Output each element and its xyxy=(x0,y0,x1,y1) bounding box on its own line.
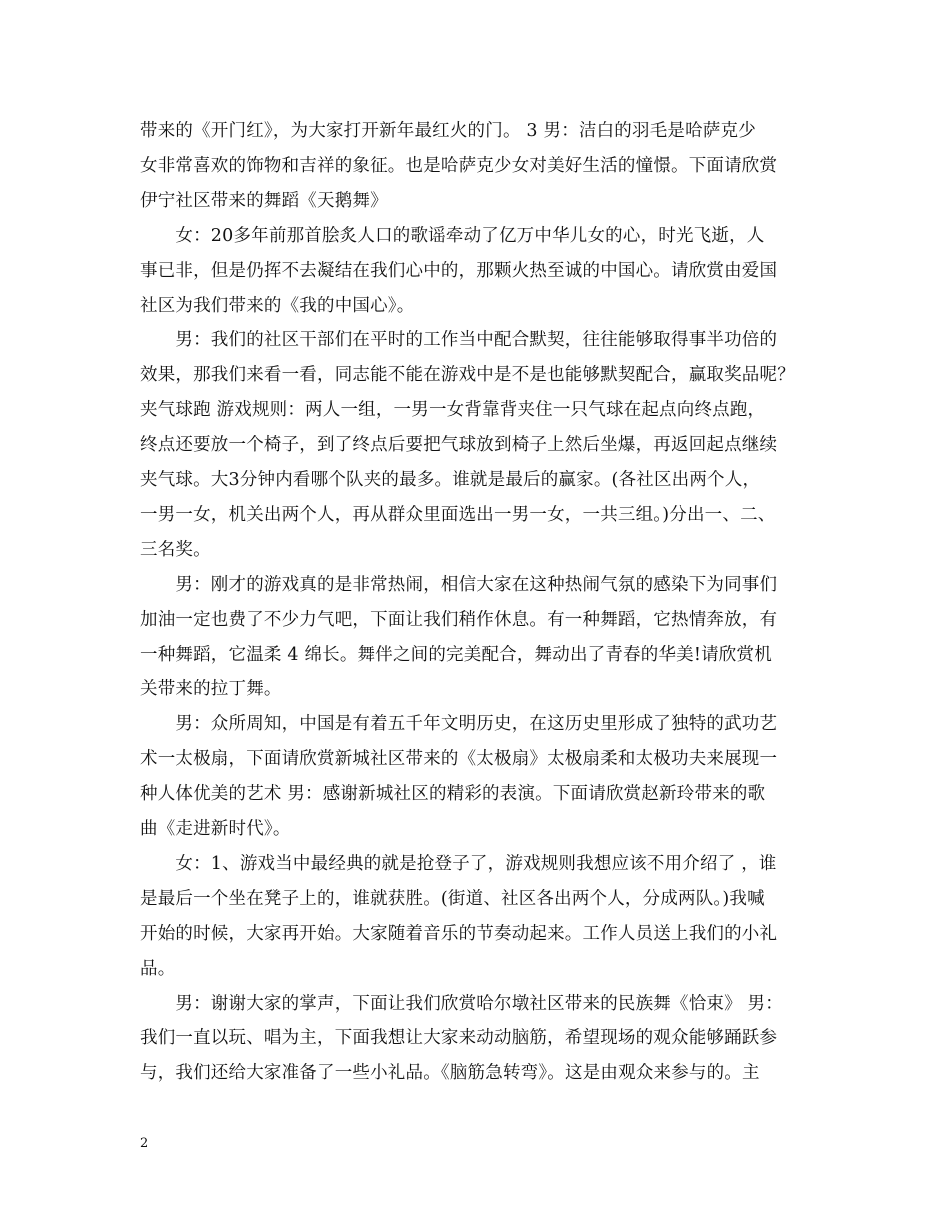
text-line: 事已非，但是仍挥不去凝结在我们心中的，那颗火热至诚的中国心。请欣赏由爱国 xyxy=(140,261,778,281)
text-line: 伊宁社区带来的舞蹈《天鹅舞》 xyxy=(140,191,388,211)
text-line: 加油一定也费了不少力气吧，下面让我们稍作休息。有一种舞蹈，它热情奔放，有 xyxy=(140,610,778,630)
text-line: 女非常喜欢的饰物和吉祥的象征。也是哈萨克少女对美好生活的憧憬。下面请欣赏 xyxy=(140,156,778,176)
text-line: 夹气球。大3分钟内看哪个队夹的最多。谁就是最后的赢家。(各社区出两个人， xyxy=(140,470,761,490)
text-line: 我们一直以玩、唱为主，下面我想让大家来动动脑筋，希望现场的观众能够踊跃参 xyxy=(140,1028,778,1048)
text-line: 男：谢谢大家的掌声，下面让我们欣赏哈尔墩社区带来的民族舞《恰束》 男： xyxy=(140,994,783,1014)
text-line: 关带来的拉丁舞。 xyxy=(140,679,282,699)
page-number: 2 xyxy=(140,1136,149,1151)
text-line: 品。 xyxy=(140,959,176,979)
text-line: 效果，那我们来看一看，同志能不能在游戏中是不是也能够默契配合，赢取奖品呢？ xyxy=(140,365,795,385)
text-line: 三名奖。 xyxy=(140,540,211,560)
text-line: 终点还要放一个椅子，到了终点后要把气球放到椅子上然后坐爆，再返回起点继续 xyxy=(140,435,778,455)
text-line: 与，我们还给大家准备了一些小礼品。《脑筋急转弯》。这是由观众来参与的。主 xyxy=(140,1063,760,1083)
text-line: 术一太极扇，下面请欣赏新城社区带来的《太极扇》太极扇柔和太极功夫来展现一 xyxy=(140,749,778,769)
text-line: 夹气球跑 游戏规则：两人一组，一男一女背靠背夹住一只气球在起点向终点跑， xyxy=(140,400,766,420)
text-line: 一男一女，机关出两个人，再从群众里面选出一男一女，一共三组。)分出一、二、 xyxy=(140,505,776,525)
text-line: 曲《走进新时代》。 xyxy=(140,819,291,839)
text-line: 种人体优美的艺术 男：感谢新城社区的精彩的表演。下面请欣赏赵新玲带来的歌 xyxy=(140,784,766,804)
text-line: 男：众所周知，中国是有着五千年文明历史，在这历史里形成了独特的武功艺 xyxy=(140,714,778,734)
text-line: 女：20多年前那首脍炙人口的歌谣牵动了亿万中华儿女的心，时光飞逝，人 xyxy=(140,226,765,246)
text-line: 带来的《开门红》，为大家打开新年最红火的门。 3 男：洁白的羽毛是哈萨克少 xyxy=(140,121,756,141)
text-line: 社区为我们带来的《我的中国心》。 xyxy=(140,296,415,316)
text-line: 男：我们的社区干部们在平时的工作当中配合默契，往往能够取得事半功倍的 xyxy=(140,330,778,350)
text-line: 一种舞蹈，它温柔 4 绵长。舞伴之间的完美配合，舞动出了青春的华美!请欣赏机 xyxy=(140,645,772,665)
text-line: 开始的时候，大家再开始。大家随着音乐的节奏动起来。工作人员送上我们的小礼 xyxy=(140,924,778,944)
text-line: 是最后一个坐在凳子上的，谁就获胜。(街道、社区各出两个人，分成两队。)我喊 xyxy=(140,889,765,909)
text-line: 男：刚才的游戏真的是非常热闹，相信大家在这种热闹气氛的感染下为同事们 xyxy=(140,575,778,595)
text-line: 女：1、游戏当中最经典的就是抢登子了，游戏规则我想应该不用介绍了 ，谁 xyxy=(140,854,777,874)
